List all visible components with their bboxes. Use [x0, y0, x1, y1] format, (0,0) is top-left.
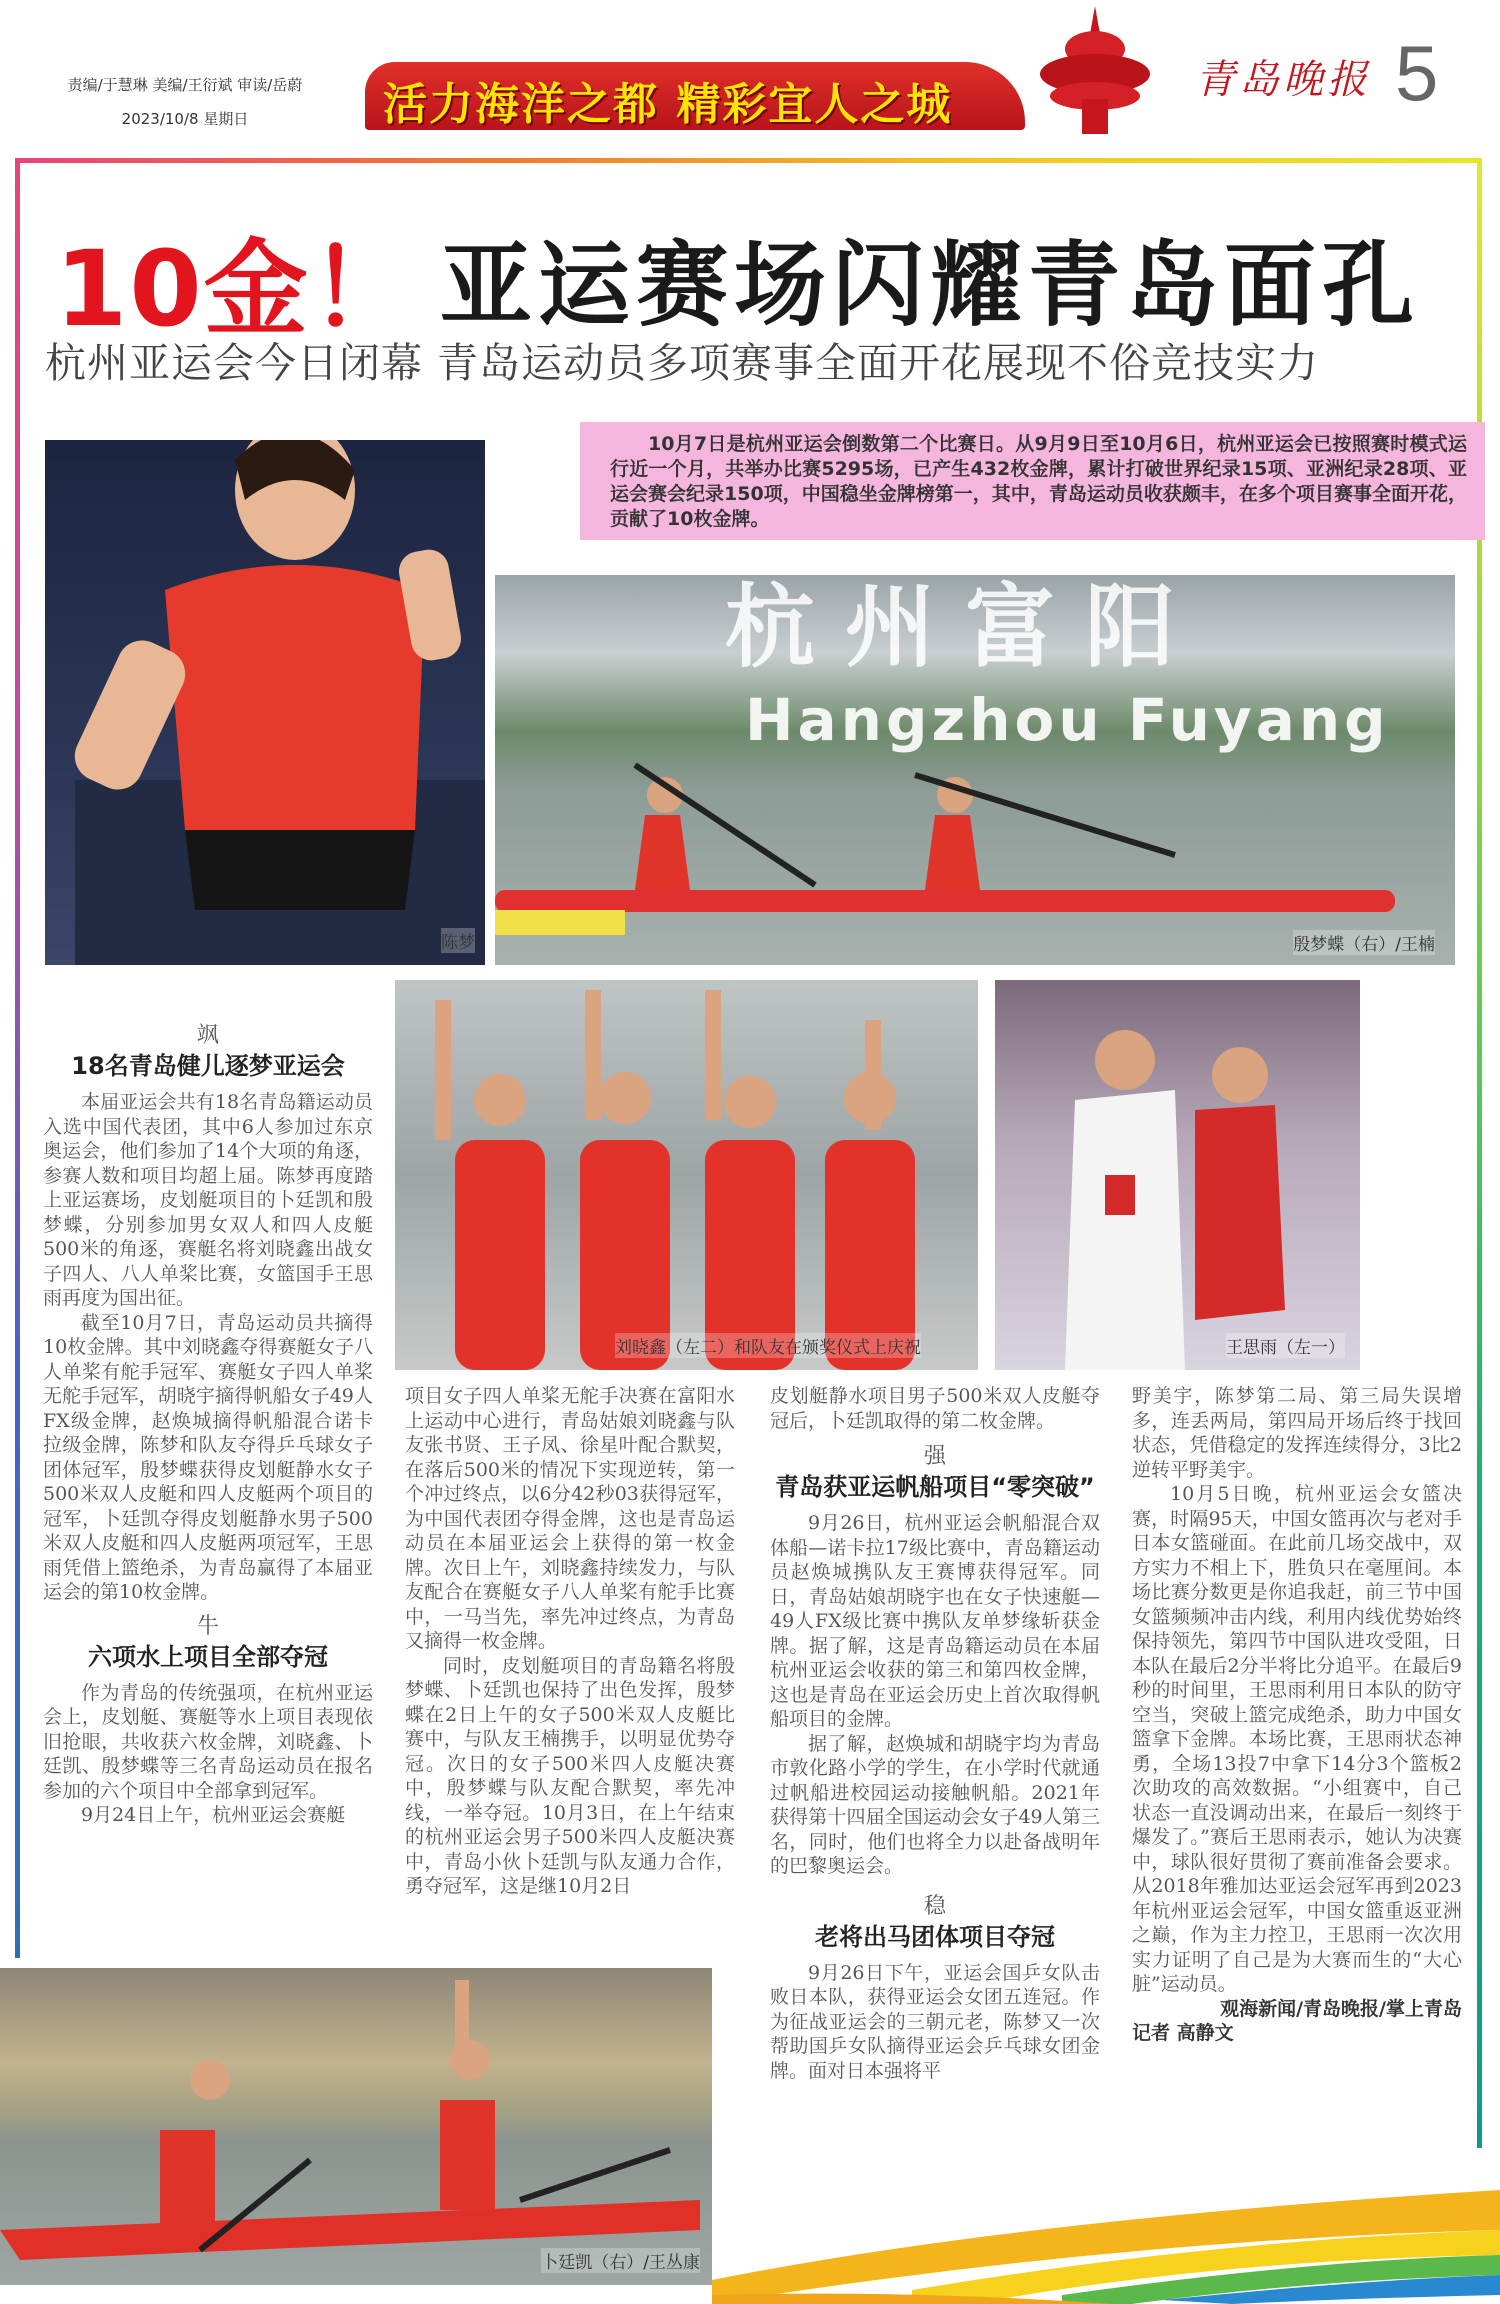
- paragraph: 截至10月7日，青岛运动员共摘得10枚金牌。其中刘晓鑫夺得赛艇女子八人单桨有舵手冠军、赛艇女子四人单桨无舵手冠军，胡晓宇摘得帆船女子49人FX级金牌，赵焕城摘得帆船混合诺卡拉级金牌，陈梦和队友夺得乒乓球女子团体冠军，殷梦蝶获得皮划艇静水女子500米双人皮艇和四人皮艇两个项目的冠军，卜廷凯夺得皮划艇静水男子500米双人皮艇和四人皮艇两项冠军，王思雨凭借上篮绝杀，为青岛赢得了本届亚运会的第10枚金牌。: [43, 1311, 373, 1603]
- frame-top-line: [15, 158, 1482, 163]
- editor-credits: [30, 68, 340, 136]
- newspaper-logo: 青岛晚报: [1195, 57, 1371, 103]
- kayak-figures: [495, 575, 1455, 965]
- headline-red: 10金！: [55, 228, 416, 350]
- section-heading: 18名青岛健儿逐梦亚运会: [71, 1052, 345, 1080]
- paragraph: 本届亚运会共有18名青岛籍运动员入选中国代表团，其中6人参加过东京奥运会，他们参加了14个大项的角逐，参赛人数和项目均超上届。陈梦再度踏上亚运赛场，皮划艇项目的卜廷凯和殷梦蝶，分别参加男女双人和四人皮艇500米的角逐，赛艇名将刘晓鑫出战女子四人、八人单桨比赛，女篮国手王思雨再度为国出征。: [43, 1091, 373, 1309]
- frame-left-line: [15, 158, 20, 1958]
- tower-logo-icon: [1030, 4, 1160, 134]
- credits-text: 责编/于慧琳 美编/王衍斌 审读/岳蔚: [67, 76, 303, 94]
- photo-caption: 殷梦蝶（右）/王楠: [1293, 930, 1435, 955]
- venue-sign-en: Hangzhou Fuyang: [745, 686, 1390, 754]
- photo-rowing-team: [395, 980, 978, 1370]
- headline-main: 亚运赛场闪耀青岛面孔: [440, 232, 1421, 339]
- paragraph: 9月24日上午，杭州亚运会赛艇: [81, 1804, 346, 1826]
- paragraph: 10月5日晚，杭州亚运会女篮决赛，时隔95天，中国女篮再次与老对手日本女篮碰面。在此前几场交战中，双方实力不相上下，胜负只在毫厘间。本场比赛分数更是你追我赶，前三节中国女篮频频冲击内线，利用内线优势始终保持领先，第四节中国队进攻受阻，日本队在最后2分半将比分追平。在最后9秒的时间里，王思雨利用日本队的防守空当，突破上篮完成绝杀，助力中国女篮拿下金牌。本场比赛，王思雨状态神勇，全场13投7中拿下14分3个篮板2次助攻的高效数据。“小组赛中，自己状态一直没调动出来，在最后一刻终于爆发了。”赛后王思雨表示，她认为决赛中，球队很好贯彻了赛前准备会要求。从2018年雅加达亚运会冠军再到2023年杭州亚运会冠军，中国女篮重返亚洲之巅，作为主力控卫，王思雨一次次用实力证明了自己是为大赛而生的“大心脏”运动员。: [1132, 1483, 1462, 1995]
- byline-reporter: 记者 高静文: [1132, 2022, 1234, 2044]
- section-kicker: 强: [923, 1444, 946, 1469]
- issue-date: 2023/10/8 星期日: [121, 110, 249, 128]
- kayakers-figures: [0, 1968, 712, 2285]
- paragraph: 据了解，赵焕城和胡晓宇均为青岛市敦化路小学的学生，在小学时代就通过帆船进校园运动接触帆船。2021年获得第十四届全国运动会女子49人第三名，同时，他们也将全力以赴备战明年的巴黎奥运会。: [770, 1732, 1100, 1877]
- section-kicker: 牛: [196, 1613, 219, 1639]
- paragraph: 作为青岛的传统强项，在杭州亚运会上，皮划艇、赛艇等水上项目表现依旧抢眼，共收获六枚金牌，刘晓鑫、卜廷凯、殷梦蝶等三名青岛运动员在报名参加的六个项目中全部拿到冠军。: [43, 1681, 373, 1802]
- paragraph: 同时，皮划艇项目的青岛籍名将殷梦蝶、卜廷凯也保持了出色发挥，殷梦蝶在2日上午的女子500米双人皮艇比赛中，与队友王楠携手，以明显优势夺冠。次日的女子500米四人皮艇决赛中，殷梦蝶与队友配合默契，率先冲线，一举夺冠。10月3日，在上午结束的杭州亚运会男子500米四人皮艇决赛中，青岛小伙卜廷凯与队友通力合作，勇夺冠军，这是继10月2日: [405, 1654, 735, 1897]
- paragraph: 皮划艇静水项目男子500米双人皮艇夺冠后，卜廷凯取得的第二枚金牌。: [770, 1385, 1100, 1432]
- photo-caption: 陈梦: [441, 928, 475, 953]
- paragraph: 野美宇，陈梦第二局、第三局失误增多，连丢两局，第四局开场后终于找回状态，凭借稳定的发挥连续得分，3比2逆转平野美宇。: [1132, 1385, 1462, 1481]
- section-heading: 老将出马团体项目夺冠: [815, 1922, 1055, 1951]
- article-column-2: [405, 1384, 735, 1899]
- lead-paragraph: 10月7日是杭州亚运会倒数第二个比赛日。从9月9日至10月6日，杭州亚运会已按照赛时模式运行近一个月，共举办比赛5295场，已产生432枚金牌，累计打破世界纪录15项、亚洲纪录28项、亚运会赛会纪录150项，中国稳坐金牌榜第一，其中，青岛运动员收获颇丰，在多个项目赛事全面开花，贡献了10枚金牌。: [580, 422, 1485, 540]
- headline-subtitle: 杭州亚运会今日闭幕 青岛运动员多项赛事全面开花展现不俗竞技实力: [45, 339, 1320, 387]
- photo-basketball: [995, 980, 1360, 1370]
- banner-slogan: 活力海洋之都 精彩宜人之城: [383, 79, 953, 130]
- photo-canoe: [495, 575, 1455, 965]
- slogan-banner: [365, 62, 1025, 130]
- section-heading: 六项水上项目全部夺冠: [88, 1642, 328, 1671]
- paragraph: 9月26日下午，亚运会国乒女队击败日本队，获得亚运会女团五连冠。作为征战亚运会的三朝元老，陈梦又一次帮助国乒女队摘得亚运会乒乓球女团金牌。面对日本强将平: [770, 1961, 1100, 2082]
- basketball-players-figures: [995, 980, 1360, 1370]
- paragraph: 9月26日，杭州亚运会帆船混合双体船—诺卡拉17级比赛中，青岛籍运动员赵焕城携队友王赛博获得冠军。同日，青岛姑娘胡晓宇也在女子快速艇—49人FX级比赛中携队友单梦缘斩获金牌。据了解，这是青岛籍运动员在本届杭州亚运会收获的第三和第四枚金牌，这也是青岛在亚运会历史上首次取得帆船项目的金牌。: [770, 1512, 1100, 1730]
- jersey-number-mark: [1105, 1175, 1135, 1215]
- photo-caption: 刘晓鑫（左二）和队友在颁奖仪式上庆祝: [615, 1333, 921, 1358]
- photo-chenmeng: [45, 440, 485, 965]
- rainbow-swoosh-decoration: [712, 2130, 1500, 2304]
- article-column-4: [1132, 1384, 1462, 2046]
- section-heading: 青岛获亚运帆船项目“零突破”: [775, 1473, 1095, 1501]
- paragraph: 项目女子四人单桨无舵手决赛在富阳水上运动中心进行，青岛姑娘刘晓鑫与队友张书贤、王子凤、徐星叶配合默契，在落后500米的情况下实现逆转，第一个冲过终点，以6分42秒03获得冠军，为中国代表团夺得金牌，这也是青岛运动员在本届亚运会上获得的第一枚金牌。次日上午，刘晓鑫持续发力，与队友配合在赛艇女子八人单桨有舵手比赛中，一马当先，率先冲过终点，为青岛又摘得一枚金牌。: [405, 1385, 735, 1652]
- section-kicker: 飒: [196, 1023, 219, 1048]
- article-column-1: [43, 1018, 373, 1828]
- photo-caption: 卜廷凯（右）/王丛康: [541, 2248, 700, 2273]
- byline-source: 观海新闻/青岛晚报/掌上青岛: [1220, 1997, 1462, 2020]
- section-kicker: 稳: [923, 1893, 946, 1919]
- venue-sign: 杭州富阳: [725, 575, 1205, 680]
- page-number: 5: [1395, 29, 1439, 117]
- photo-kayak-men: [0, 1968, 712, 2285]
- photo-caption: 王思雨（左一）: [1226, 1333, 1345, 1358]
- table-tennis-player-figure: [45, 440, 485, 965]
- article-column-3: [770, 1384, 1100, 2083]
- rowers-figures: [395, 980, 978, 1370]
